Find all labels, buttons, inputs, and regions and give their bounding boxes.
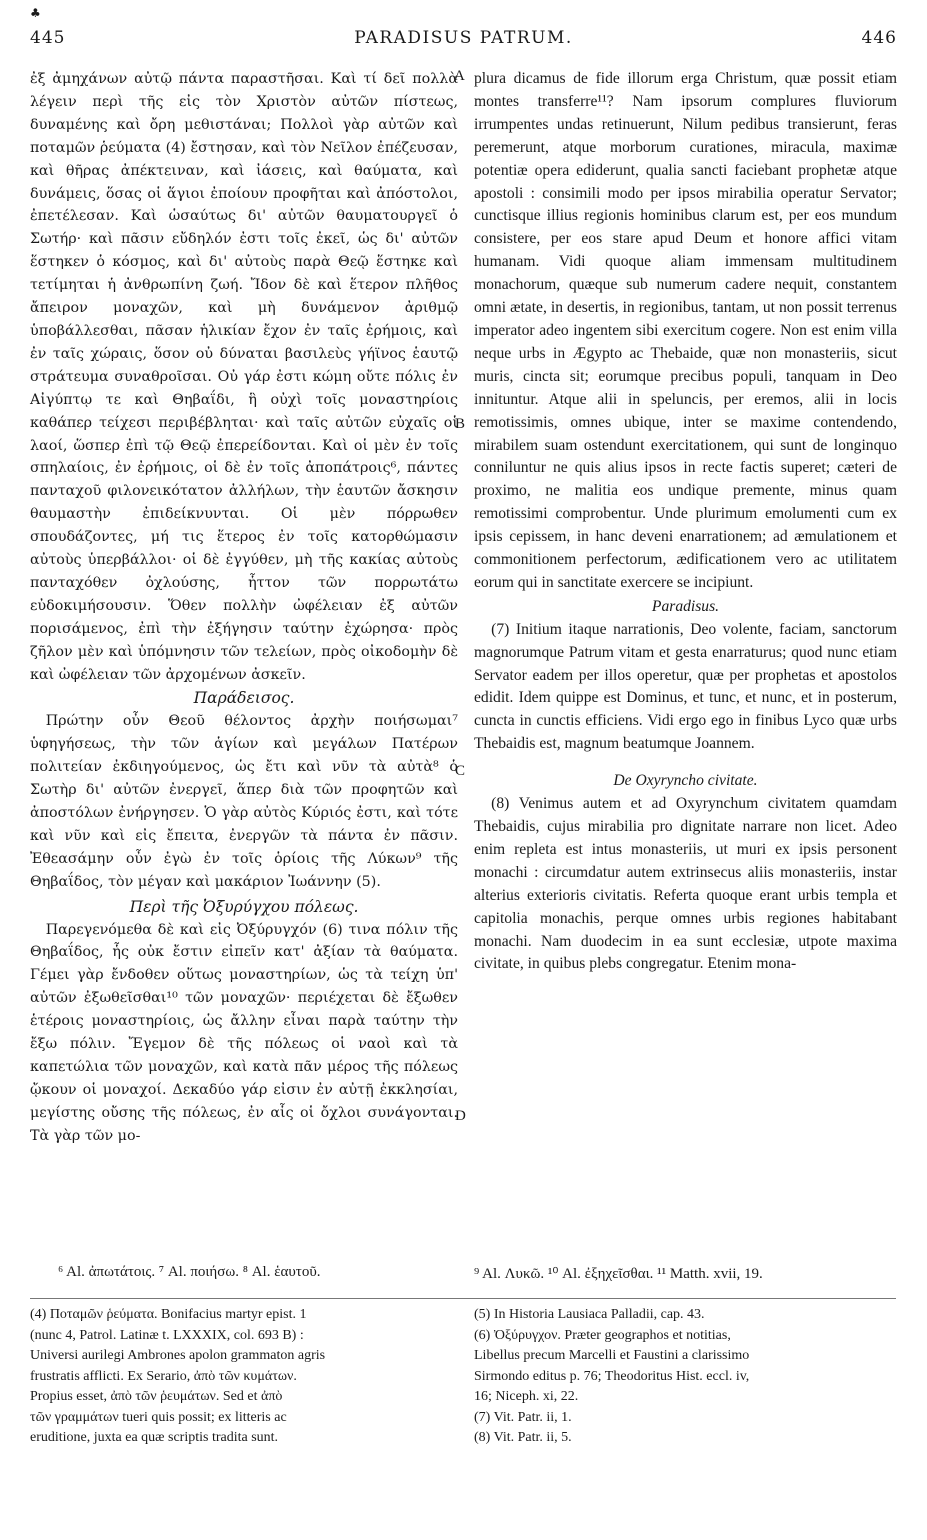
page-title: PARADISUS PATRUM. xyxy=(354,28,573,48)
footnote-line: 16; Niceph. xi, 22. xyxy=(474,1389,579,1404)
latin-paragraph-3: (8) Venimus autem et ad Oxyrynchum civitatem quamdam Thebaidis, cujus mirabilia pro dignitate narrare non licet. Adeo enim repleta est intus monasteriis, ut muri ex ipsis personent monachi : circumdatur autem extrinsecus aliis monasteriis, instar alterius exterioris civitatis. Referta quoque erant urbis templa et capitolia monachis, perque omnes urbis regiones habitabant monachi. Nam duodecim in ea sunt ecclesiæ, utpote maxima civitate, in quibus plebs congregatur. Etenim mona- xyxy=(474,795,897,973)
latin-heading-paradisus: Paradisus. xyxy=(651,597,720,615)
latin-heading-oxyryncho: De Oxyryncho civitate. xyxy=(613,772,758,790)
footnote-divider xyxy=(30,1298,896,1299)
footnote-line: (8) Vit. Patr. ii, 5. xyxy=(474,1430,572,1445)
greek-paragraph-2: Πρώτην οὖν Θεοῦ θέλοντος ἀρχὴν ποιήσωμαι⁷ ὑφηγήσεως, τὴν τῶν ἁγίων καὶ μεγάλων Πατέρων πολιτείαν ἐκδιηγούμενος, ὡς ἔτι καὶ νῦν τὰ αὐτὰ⁸ ὁ Σωτὴρ δι' αὐτῶν ἐνεργεῖ, ἅπερ διὰ τῶν προφητῶν καὶ ἀποστόλων ἐνήργησεν. Ὁ γὰρ αὐτὸς Κύριός ἐστι, καὶ τότε καὶ νῦν καὶ εἰς ἔπειτα, ἐνεργῶν τὰ πάντα ἐν πᾶσιν. Ἐθεασάμην οὖν ἐγὼ ἐν τοῖς ὁρίοις τῆς Λύκων⁹ τῆς Θηβαΐδος, τὸν μέγαν καὶ μακάριον Ἰωάννην (5). xyxy=(30,713,458,890)
variant-notes-left: ⁶ Al. ἀπωτάτοις. ⁷ Al. ποιήσω. ⁸ Al. ἑαυτοῦ. xyxy=(58,1264,321,1280)
footnote-line: frustratis afflicti. Ex Serario, ἀπὸ τῶν κυμάτων. xyxy=(30,1368,297,1384)
latin-paragraph-1: plura dicamus de fide illorum erga Christum, quæ possit etiam montes transferre¹¹? Nam ipsorum complures fluviorum irrumpentes undas retinuerunt, Nilum pedibus transierunt, feras peremerunt, atque morborum curationes, miracula, maximæ potentiæ opera ediderunt, qualia sancti faciebant prophetæ atque apostoli : consimili modo per ipsos mirabilia operatur Servator; cunctisque illius regionis hominibus clarum est, per eos mundum consistere, per eos stare apud Deum et honore affici vitam humanam. Vidi quoque aliam immensam multitudinem monachorum, quæque sub numerum cadere nequit, constantem omni ætate, in desertis, in regionibus, tantam, ut non possit terrenus imperator adeo ingentem sibi exercitum cogere. Non est enim villa neque urbs in Ægypto ac Thebaide, quæ non monasteriis, sicut muris, cincta sit; eorumque precibus populi, tanquam in Deo innituntur. Atque alii in speluncis, per eremos, alii in locis remotissimis, omnes ubique, inter se maxime contendendo, mirabilem suam ostendunt exercitationem, qui sunt de longinquo conniluntur ne quis alius ipsos in recte factis superet; cæteri de proximo, ne malitia eos undique premente, minus quam remotissimi comprobentur. Unde plurimum emolumenti cum ex ipsis cepissem, in hanc deveni enarrationem; ad æmulationem et commonitionem perfectorum, ædificationem vero ac utilitatem eorum qui in sanctitate exercere se incipiunt. xyxy=(474,70,897,591)
margin-letter-b: B xyxy=(455,416,466,432)
footnotes-left xyxy=(30,1305,458,1449)
footnote-line: (6) Ὀξύρυγχον. Præter geographos et notitias, xyxy=(474,1327,731,1343)
footnote-line: (7) Vit. Patr. ii, 1. xyxy=(474,1409,572,1425)
footnote-line: (5) In Historia Lausiaca Palladii, cap. 43. xyxy=(474,1307,705,1322)
corner-mark: ♣ xyxy=(30,6,41,20)
footnote-line: Propius esset, ἀπὸ τῶν ῥευμάτων. Sed et ἀπὸ xyxy=(30,1389,283,1404)
footnotes-right xyxy=(474,1305,897,1449)
greek-heading-paradise: Παράδεισος. xyxy=(193,689,295,708)
latin-paragraph-2: (7) Initium itaque narrationis, Deo volente, faciam, sanctorum magnorumque Patrum vitam et gesta enarraturus; quod nunc etiam Servator eadem per illos operetur, quæ per prophetas et apostolos edidit. Idem quippe est Dominus, et tunc, et nunc, et in posterum, cuncta in cunctis efficiens. Vidi ergo ego in finibus Lyco quæ urbs Thebaidis est, magnum beatumque Joannem. xyxy=(474,620,897,753)
greek-column xyxy=(30,68,458,1148)
footnote-line: (nunc 4, Patrol. Latinæ t. LXXXIX, col. 693 B) : xyxy=(30,1327,304,1343)
right-page-number: 446 xyxy=(861,28,897,48)
footnote-line: Universi aurilegi Ambrones apolon grammaton agris xyxy=(30,1348,326,1363)
footnote-line: Libellus precum Marcelli et Faustini a clarissimo xyxy=(474,1348,750,1363)
footnote-line: (4) Ποταμῶν ῥεύματα. Bonifacius martyr epist. 1 xyxy=(30,1307,307,1322)
greek-heading-oxyrhynchus: Περὶ τῆς Ὀξυρύγχου πόλεως. xyxy=(129,897,359,916)
margin-letter-d: D xyxy=(455,1108,466,1124)
left-page-number: 445 xyxy=(30,28,66,48)
footnote-line: eruditione, juxta ea quæ scriptis tradita sunt. xyxy=(30,1430,279,1445)
margin-letter-a: A xyxy=(454,68,465,84)
margin-letter-c: C xyxy=(455,763,466,779)
greek-paragraph-1: ἐξ ἀμηχάνων αὐτῷ πάντα παραστῆσαι. Καὶ τί δεῖ πολλὰ λέγειν περὶ τῆς εἰς τὸν Χριστὸν αὐτῶν πίστεως, δυναμένης καὶ ὄρη μεθιστάναι; Πολλοὶ γὰρ αὐτῶν καὶ ποταμῶν ῥεύματα (4) ἔστησαν, καὶ τὸν Νεῖλον ἐπέζευσαν, καὶ θῆρας ἀπέκτειναν, καὶ ἰάσεις, καὶ θαύματα, καὶ δυνάμεις, ὅσας οἱ ἅγιοι ἐποίουν προφῆται καὶ ἀπόστολοι, ἐπετέλεσαν. Καὶ ὡσαύτως δι' αὐτῶν θαυματουργεῖ ὁ Σωτήρ· καὶ πᾶσιν εὔδηλόν ἐστι τοῖς ἐκεῖ, ὡς δι' αὐτῶν ἕστηκεν ὁ κόσμος, καὶ δι' αὐτοὺς παρὰ Θεῷ ἕστηκε καὶ τετίμηται ἡ ἀνθρωπίνη ζωή. Ἴδον δὲ καὶ ἕτερον πλῆθος ἄπειρον μοναχῶν, καὶ μὴ δυνάμενον ἀριθμῷ ὑποβάλλεσθαι, πᾶσαν ἡλικίαν ἔχον ἐν ταῖς ἐρήμοις, καὶ ἐν ταῖς χώραις, ὅσον οὐ δύναται βασιλεὺς γήϊνος ἑαυτῷ στράτευμα συναθροῖσαι. Οὐ γάρ ἐστι κώμη οὔτε πόλις ἐν Αἰγύπτῳ τε καὶ Θηβαΐδι, ἣ οὐχὶ τοῖς μοναστηρίοις καθάπερ τείχεσι περιβέβληται· καὶ ταῖς αὐτῶν εὐχαῖς οἱ λαοί, ὥσπερ ἐπὶ τῷ Θεῷ ἐπερείδονται. Καὶ οἱ μὲν ἐν τοῖς σπηλαίοις, ἐν ἐρήμοις, οἱ δὲ ἐν τοῖς ἀποπάτροις⁶, πάντες πανταχοῦ φιλονεικότατον ἀλλήλων, τὴν ἑαυτῶν ἄσκησιν θαυμαστὴν ἐπιδείκνυνται. Οἱ μὲν πόρρωθεν σπουδάζοντες, μή τις ἕτερος ἐν τοῖς κατορθώμασιν αὐτοὺς ὑπερβάλλοι· οἱ δὲ ἐγγύθεν, μὴ τῆς κακίας αὐτοὺς πανταχόθεν ὀχλούσης, ἧττον τῶν πορρωτάτω εὐδοκιμήσουσιν. Ὅθεν πολλὴν ὠφέλειαν ἐξ αὐτῶν πορισάμενος, ἐπὶ τὴν ἐξήγησιν ταύτην ἐχώρησα· πρὸς ζῆλον μὲν καὶ ὑπόμνησιν τῶν τελείων, πρὸς οἰκοδομὴν δὲ καὶ ὠφέλειαν τῶν ἀρχομένων ἀσκεῖν. xyxy=(30,71,458,683)
footnote-line: τῶν γραμμάτων tueri quis possit; ex litteris ac xyxy=(30,1409,287,1425)
greek-paragraph-3: Παρεγενόμεθα δὲ καὶ εἰς Ὀξύρυγχόν (6) τινα πόλιν τῆς Θηβαΐδος, ἧς οὐκ ἔστιν εἰπεῖν κατ' ἀξίαν τὰ θαύματα. Γέμει γὰρ ἔνδοθεν οὕτως μοναστηρίων, ὡς τὰ τείχη ὑπ' αὐτῶν ἐξωθεῖσθαι¹⁰ τῶν μοναχῶν· περιέχεται δὲ ἔξωθεν ἑτέροις μοναστηρίοις, ὡς ἄλλην εἶναι παρὰ ταύτην τὴν ἔξω πόλιν. Ἔγεμον δὲ τῆς πόλεως οἱ ναοὶ καὶ τὰ καπετώλια τῶν μοναχῶν, καὶ κατὰ πᾶν μέρος τῆς πόλεως ᾤκουν οἱ μοναχοί. Δεκαδύο γάρ εἰσιν ἐν αὐτῇ ἐκκλησίαι, μεγίστης οὔσης τῆς πόλεως, ἐν αἷς οἱ ὄχλοι συνάγονται. Τὰ γὰρ τῶν μο- xyxy=(30,921,458,1144)
variant-notes-right: ⁹ Al. Λυκῶ. ¹⁰ Al. ἐξηχεῖσθαι. ¹¹ Matth. xvii, 19. xyxy=(474,1266,763,1282)
footnote-line: Sirmondo editus p. 76; Theodoritus Hist. eccl. iv, xyxy=(474,1368,750,1384)
latin-column xyxy=(474,68,897,976)
